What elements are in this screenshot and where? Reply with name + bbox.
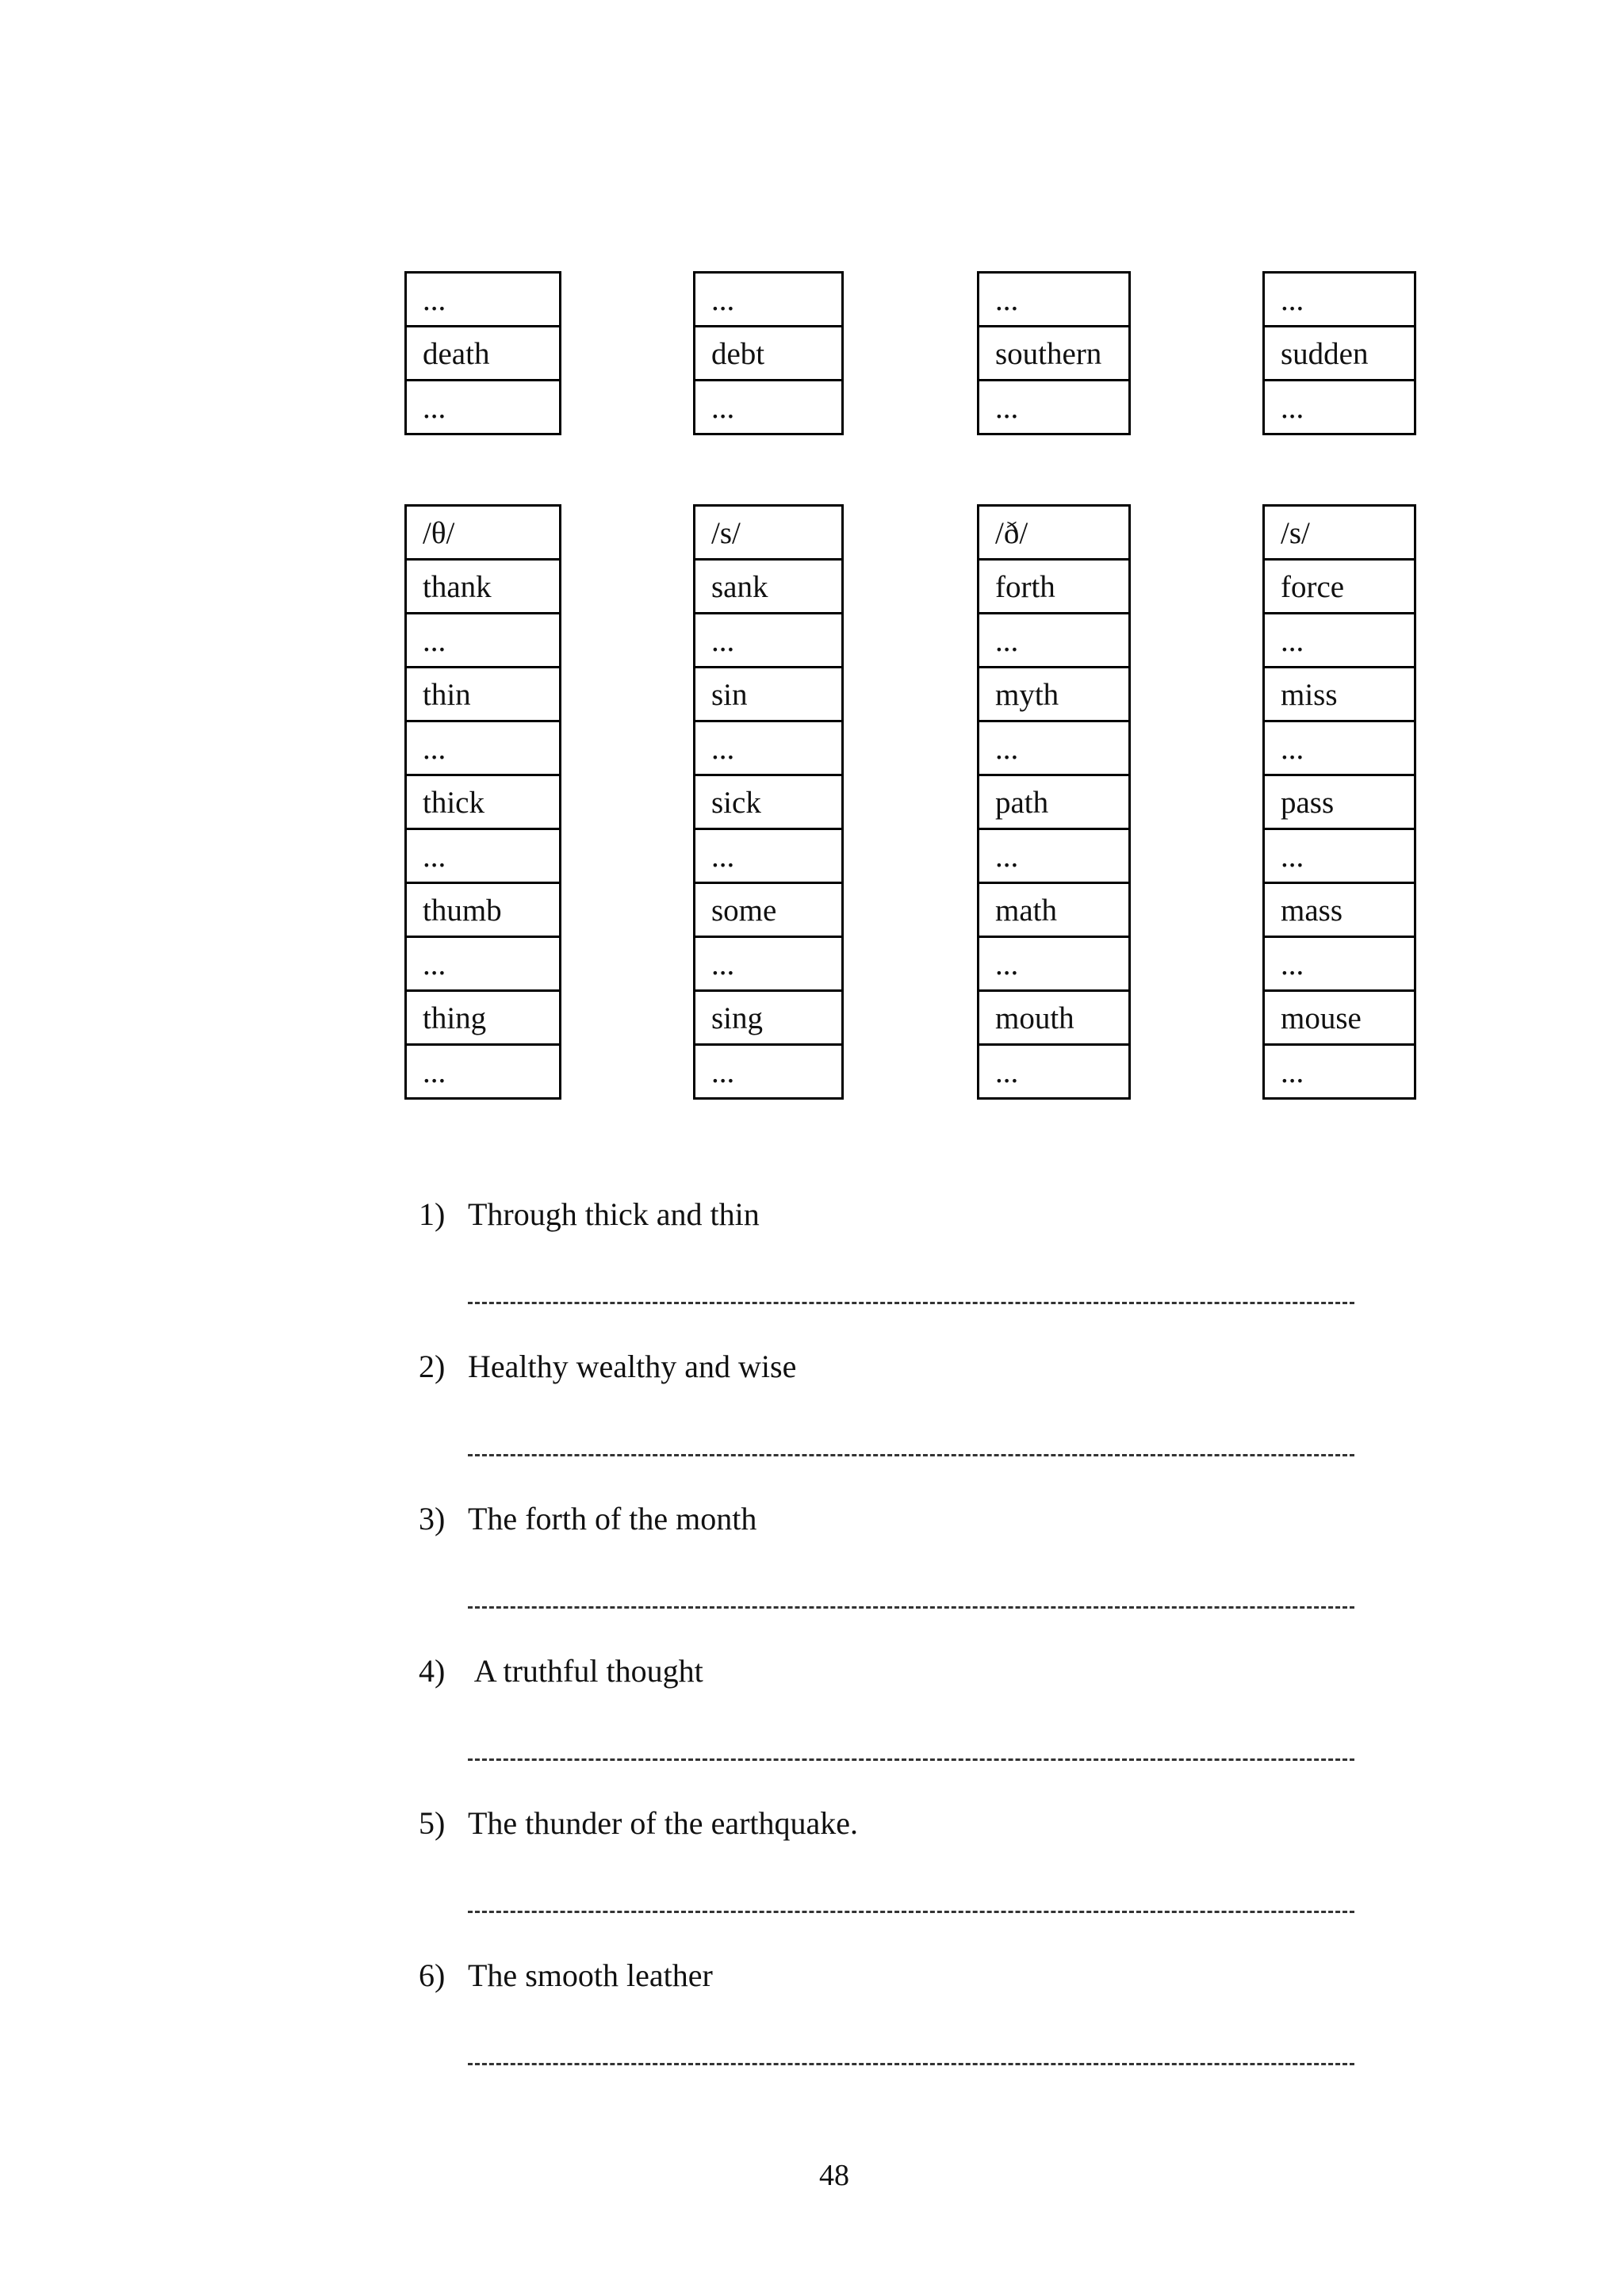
- table-cell: ...: [695, 721, 843, 775]
- practice-sentences: [419, 1196, 1370, 2109]
- table-cell: ...: [1264, 273, 1415, 327]
- sentence-number: 6): [419, 1957, 446, 1993]
- table-cell: death: [406, 327, 561, 381]
- table-cell: ...: [1264, 721, 1415, 775]
- sentence-item-3: [419, 1500, 1370, 1652]
- table-cell: ...: [1264, 381, 1415, 434]
- table-cell: sin: [695, 668, 843, 721]
- sentence-number: 1): [419, 1196, 446, 1232]
- table-cell: ...: [695, 381, 843, 434]
- sound-table-eth: [977, 504, 1131, 1100]
- table-cell: ...: [695, 937, 843, 991]
- sentence-item-6: [419, 1957, 1370, 2109]
- table-cell: sing: [695, 991, 843, 1045]
- table-cell: mouse: [1264, 991, 1415, 1045]
- sentence-item-2: [419, 1348, 1370, 1500]
- table-cell: ...: [979, 721, 1130, 775]
- answer-line[interactable]: [468, 1454, 1354, 1456]
- word-table-4: [1262, 271, 1416, 435]
- phoneme-header: /θ/: [406, 506, 561, 560]
- table-cell: sank: [695, 560, 843, 614]
- table-cell: thank: [406, 560, 561, 614]
- table-cell: ...: [406, 721, 561, 775]
- table-cell: path: [979, 775, 1130, 829]
- table-cell: ...: [406, 937, 561, 991]
- sentence-number: 3): [419, 1501, 446, 1536]
- table-cell: ...: [979, 829, 1130, 883]
- table-cell: ...: [695, 1045, 843, 1099]
- sentence-number: 5): [419, 1805, 446, 1841]
- table-cell: thick: [406, 775, 561, 829]
- table-cell: ...: [979, 614, 1130, 668]
- table-cell: mouth: [979, 991, 1130, 1045]
- word-table-2: [693, 271, 844, 435]
- table-cell: ...: [979, 381, 1130, 434]
- table-cell: debt: [695, 327, 843, 381]
- phoneme-header: /ð/: [979, 506, 1130, 560]
- table-cell: ...: [1264, 614, 1415, 668]
- word-table-3: [977, 271, 1131, 435]
- table-cell: math: [979, 883, 1130, 937]
- sound-table-s-1: [693, 504, 844, 1100]
- table-cell: thumb: [406, 883, 561, 937]
- table-cell: ...: [979, 273, 1130, 327]
- table-cell: ...: [979, 937, 1130, 991]
- sentence-item-1: [419, 1196, 1370, 1348]
- table-cell: southern: [979, 327, 1130, 381]
- table-cell: some: [695, 883, 843, 937]
- table-cell: ...: [406, 273, 561, 327]
- table-cell: force: [1264, 560, 1415, 614]
- table-cell: ...: [695, 614, 843, 668]
- table-cell: pass: [1264, 775, 1415, 829]
- sentence-text: Healthy wealthy and wise: [468, 1349, 797, 1384]
- sentence-number: 4): [419, 1653, 446, 1689]
- answer-line[interactable]: [468, 1758, 1354, 1761]
- sentence-item-5: [419, 1804, 1370, 1957]
- sentence-text: Through thick and thin: [468, 1196, 760, 1232]
- table-cell: ...: [406, 381, 561, 434]
- sentence-text: A truthful thought: [468, 1653, 703, 1689]
- table-cell: ...: [979, 1045, 1130, 1099]
- table-cell: sick: [695, 775, 843, 829]
- table-cell: ...: [1264, 937, 1415, 991]
- answer-line[interactable]: [468, 2063, 1354, 2065]
- table-cell: ...: [1264, 829, 1415, 883]
- table-cell: ...: [406, 829, 561, 883]
- table-cell: ...: [695, 829, 843, 883]
- sound-table-theta: [404, 504, 561, 1100]
- table-cell: sudden: [1264, 327, 1415, 381]
- answer-line[interactable]: [468, 1606, 1354, 1609]
- table-cell: ...: [406, 1045, 561, 1099]
- sentence-text: The forth of the month: [468, 1501, 757, 1536]
- phoneme-header: /s/: [1264, 506, 1415, 560]
- sentence-number: 2): [419, 1349, 446, 1384]
- answer-line[interactable]: [468, 1911, 1354, 1913]
- phoneme-header: /s/: [695, 506, 843, 560]
- sentence-item-4: [419, 1652, 1370, 1804]
- table-cell: ...: [406, 614, 561, 668]
- sentence-text: The smooth leather: [468, 1957, 713, 1993]
- table-cell: thin: [406, 668, 561, 721]
- table-cell: ...: [1264, 1045, 1415, 1099]
- sound-table-s-2: [1262, 504, 1416, 1100]
- table-cell: forth: [979, 560, 1130, 614]
- table-cell: miss: [1264, 668, 1415, 721]
- page-number: 48: [819, 2159, 849, 2192]
- word-table-1: [404, 271, 561, 435]
- table-cell: ...: [695, 273, 843, 327]
- table-cell: mass: [1264, 883, 1415, 937]
- table-cell: myth: [979, 668, 1130, 721]
- sentence-text: The thunder of the earthquake.: [468, 1805, 859, 1841]
- table-cell: thing: [406, 991, 561, 1045]
- answer-line[interactable]: [468, 1302, 1354, 1304]
